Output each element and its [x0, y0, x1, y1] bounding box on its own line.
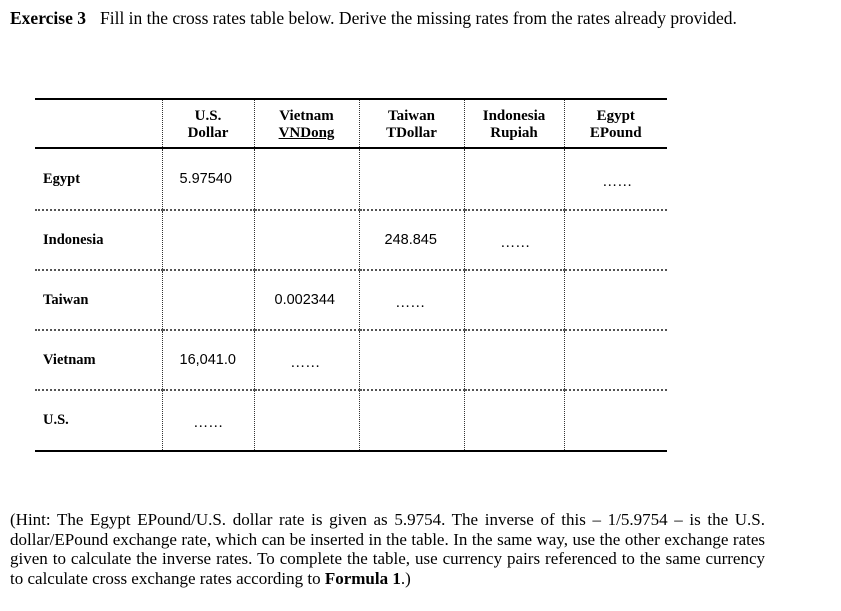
cell-taiwan-usd	[162, 270, 254, 330]
cell-taiwan-idr	[464, 270, 564, 330]
exercise-text: Fill in the cross rates table below. Derive the missing rates from the rates already provided.	[99, 8, 737, 28]
header-indonesia-rupiah: Indonesia Rupiah	[464, 99, 564, 148]
table-row	[35, 330, 667, 390]
cell-us-idr	[464, 390, 564, 451]
cell-us-vnd	[254, 390, 359, 451]
row-label-taiwan: Taiwan	[35, 270, 162, 330]
cross-rates-table	[35, 98, 667, 452]
cell-egypt-vnd	[254, 148, 359, 210]
exercise-label: Exercise 3	[10, 8, 86, 28]
header-vietnam-vndong: Vietnam VNDong	[254, 99, 359, 148]
table-header-row	[35, 99, 667, 148]
cell-us-egp	[564, 390, 667, 451]
cell-vietnam-twd	[359, 330, 464, 390]
cell-indonesia-egp	[564, 210, 667, 270]
cell-vietnam-vnd: ……	[254, 333, 359, 393]
cell-vietnam-idr	[464, 330, 564, 390]
cell-indonesia-twd: 248.845	[359, 210, 464, 270]
cell-taiwan-twd: ……	[359, 273, 464, 333]
cell-taiwan-egp	[564, 270, 667, 330]
cell-indonesia-idr: ……	[464, 213, 564, 273]
cell-egypt-egp: ……	[564, 151, 667, 213]
cell-us-twd	[359, 390, 464, 451]
cell-vietnam-usd: 16,041.0	[162, 330, 254, 390]
table-row	[35, 390, 667, 451]
table-row	[35, 270, 667, 330]
header-taiwan-tdollar: Taiwan TDollar	[359, 99, 464, 148]
cell-egypt-idr	[464, 148, 564, 210]
table-row	[35, 148, 667, 210]
row-label-us: U.S.	[35, 390, 162, 451]
header-egypt-epound: Egypt EPound	[564, 99, 667, 148]
header-corner	[35, 99, 162, 148]
cell-indonesia-usd	[162, 210, 254, 270]
cell-egypt-usd: 5.97540	[162, 148, 254, 210]
row-label-indonesia: Indonesia	[35, 210, 162, 270]
cell-taiwan-vnd: 0.002344	[254, 270, 359, 330]
table-row	[35, 210, 667, 270]
cell-vietnam-egp	[564, 330, 667, 390]
header-us-dollar: U.S. Dollar	[162, 99, 254, 148]
hint-formula: Formula 1	[324, 568, 401, 588]
hint-text: (Hint: The Egypt EPound/U.S. dollar rate is given as 5.9754. The inverse of this – 1/5.9754 – is the U.S. dollar/EPound exchange rate, which can be inserted in the table. In the same way, use the other exchange rates given to calculate the inverse rates. To complete the table, use currency pairs referenced to the same currency to calculate cross exchange rates according to	[10, 510, 765, 588]
cell-us-usd: ……	[162, 393, 254, 454]
exercise-instruction	[10, 8, 800, 29]
cell-egypt-twd	[359, 148, 464, 210]
hint-paragraph	[10, 510, 765, 588]
cell-indonesia-vnd	[254, 210, 359, 270]
hint-end: .)	[400, 568, 411, 588]
row-label-vietnam: Vietnam	[35, 330, 162, 390]
row-label-egypt: Egypt	[43, 170, 81, 187]
